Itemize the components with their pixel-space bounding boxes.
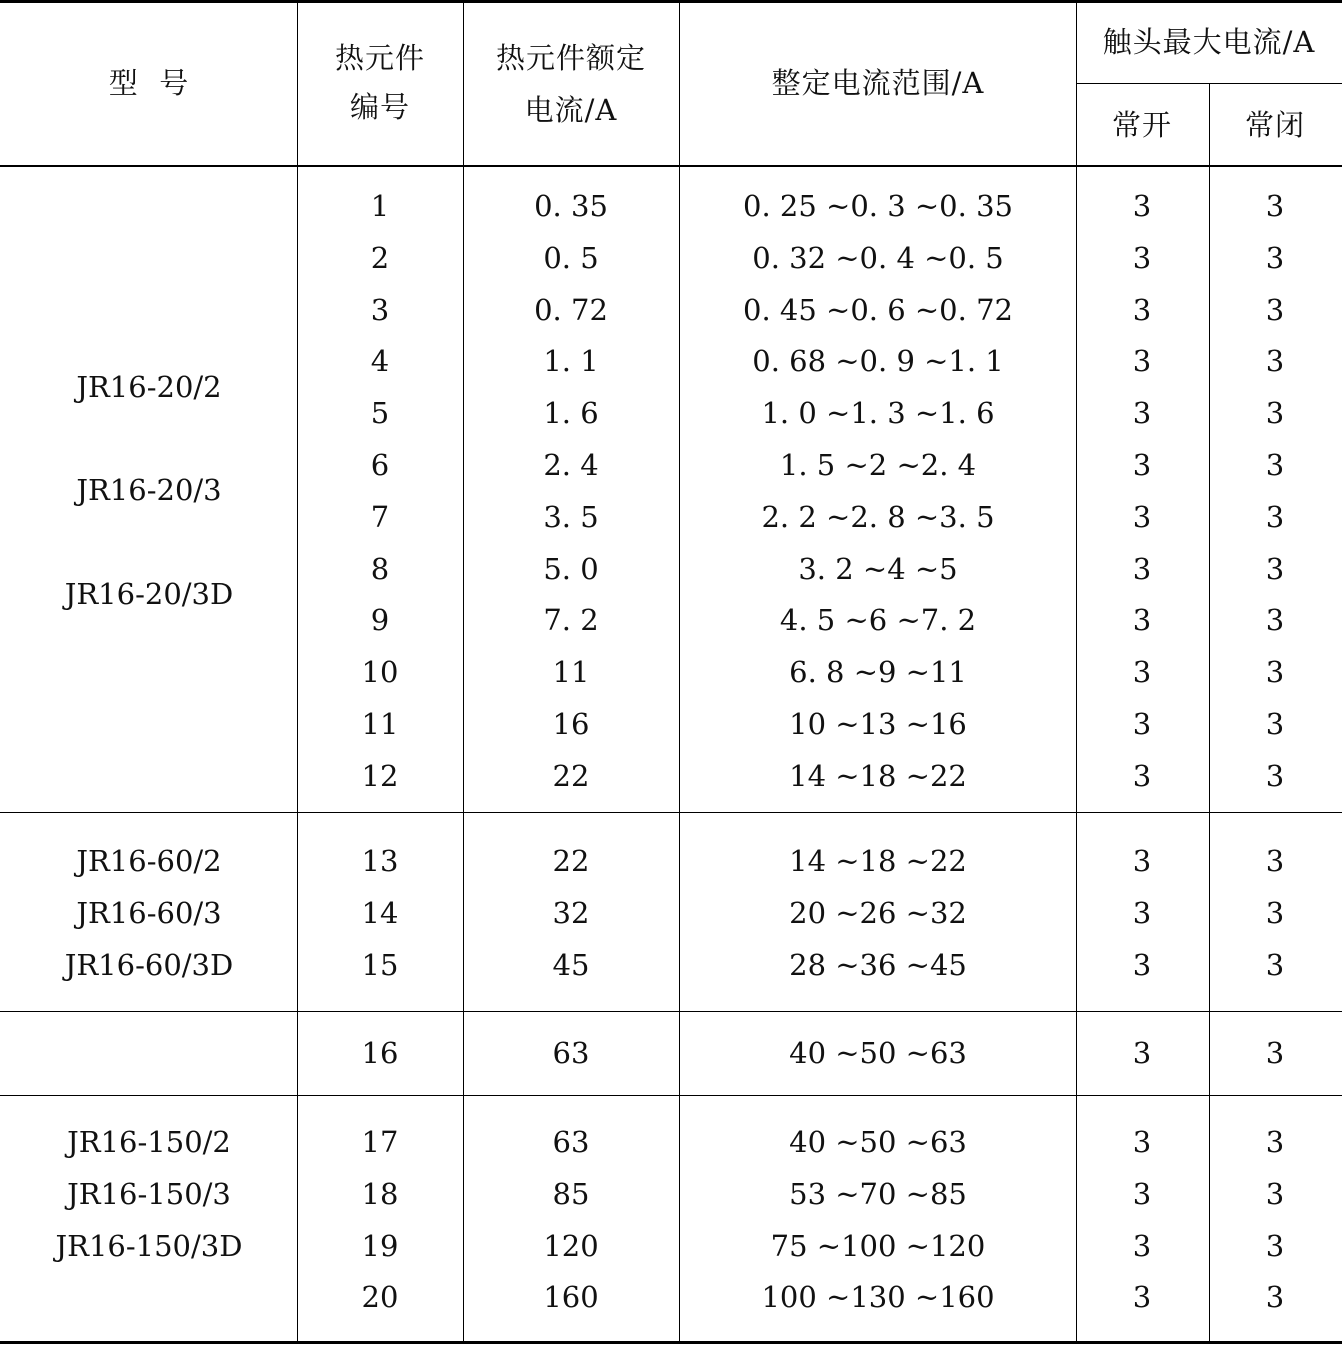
cell-setting-range: 4. 5 ~6 ~7. 2 <box>779 603 977 638</box>
cell-normally-closed: 3 <box>1265 344 1285 379</box>
cell-element-number: 14 <box>361 895 399 930</box>
cell-normally-open: 3 <box>1132 1280 1152 1315</box>
cell-rated-current: 63 <box>552 1036 590 1070</box>
header-model: 型 号 <box>108 66 190 100</box>
model-label: JR16-150/2 <box>67 1125 231 1159</box>
cell-element-number: 12 <box>361 758 399 793</box>
cell-rated-current: 5. 0 <box>543 551 599 586</box>
cell-normally-closed: 3 <box>1265 758 1285 793</box>
cell-normally-open: 3 <box>1132 551 1152 586</box>
cell-element-number: 16 <box>361 1036 399 1070</box>
cell-normally-open: 3 <box>1132 655 1152 690</box>
model-label: JR16-60/2 <box>76 844 222 878</box>
cell-normally-open: 3 <box>1132 758 1152 793</box>
cell-normally-closed: 3 <box>1265 292 1285 327</box>
cell-setting-range: 20 ~26 ~32 <box>789 895 967 930</box>
cell-normally-closed: 3 <box>1265 1125 1285 1159</box>
cell-setting-range: 0. 25 ~0. 3 ~0. 35 <box>743 189 1013 223</box>
cell-normally-open: 3 <box>1132 707 1152 741</box>
cell-setting-range: 2. 2 ~2. 8 ~3. 5 <box>761 499 995 534</box>
cell-rated-current: 22 <box>552 844 590 878</box>
column-rule <box>297 0 298 1344</box>
cell-normally-open: 3 <box>1132 844 1152 878</box>
cell-normally-closed: 3 <box>1265 844 1285 878</box>
cell-normally-closed: 3 <box>1265 1228 1285 1263</box>
cell-rated-current: 2. 4 <box>543 448 599 482</box>
cell-rated-current: 11 <box>552 655 590 690</box>
cell-rated-current: 0. 72 <box>534 292 608 327</box>
header-rated-line2: 电流/A <box>524 93 618 127</box>
cell-element-number: 11 <box>361 707 399 741</box>
cell-rated-current: 0. 5 <box>543 240 599 275</box>
cell-rated-current: 0. 35 <box>534 189 608 223</box>
cell-element-number: 7 <box>370 499 390 534</box>
cell-element-number: 1 <box>370 189 390 223</box>
header-rated-line1: 热元件额定 <box>495 41 647 75</box>
header-bottom-rule <box>0 165 1342 167</box>
cell-normally-open: 3 <box>1132 189 1152 223</box>
cell-normally-closed: 3 <box>1265 448 1285 482</box>
cell-setting-range: 100 ~130 ~160 <box>761 1280 995 1315</box>
cell-normally-open: 3 <box>1132 240 1152 275</box>
column-rule <box>1209 83 1210 1344</box>
cell-setting-range: 1. 0 ~1. 3 ~1. 6 <box>761 396 995 431</box>
header-normally-open: 常开 <box>1111 108 1173 142</box>
cell-normally-open: 3 <box>1132 499 1152 534</box>
cell-normally-open: 3 <box>1132 292 1152 327</box>
cell-element-number: 8 <box>370 551 390 586</box>
cell-normally-open: 3 <box>1132 448 1152 482</box>
cell-normally-closed: 3 <box>1265 499 1285 534</box>
cell-normally-open: 3 <box>1132 396 1152 431</box>
cell-element-number: 15 <box>361 947 399 982</box>
cell-normally-open: 3 <box>1132 1176 1152 1211</box>
cell-normally-open: 3 <box>1132 344 1152 379</box>
cell-setting-range: 40 ~50 ~63 <box>789 1036 967 1070</box>
cell-element-number: 17 <box>361 1125 399 1159</box>
cell-normally-open: 3 <box>1132 603 1152 638</box>
cell-setting-range: 10 ~13 ~16 <box>789 707 967 741</box>
cell-setting-range: 6. 8 ~9 ~11 <box>789 655 967 690</box>
cell-element-number: 6 <box>370 448 390 482</box>
cell-element-number: 3 <box>370 292 390 327</box>
cell-setting-range: 40 ~50 ~63 <box>789 1125 967 1159</box>
cell-normally-open: 3 <box>1132 1228 1152 1263</box>
cell-setting-range: 1. 5 ~2 ~2. 4 <box>779 448 977 482</box>
cell-normally-closed: 3 <box>1265 603 1285 638</box>
header-element-no-line2: 编号 <box>349 90 411 124</box>
cell-rated-current: 3. 5 <box>543 499 599 534</box>
model-label: JR16-150/3 <box>67 1177 231 1211</box>
cell-rated-current: 1. 6 <box>543 396 599 431</box>
model-label: JR16-60/3 <box>76 896 222 930</box>
cell-normally-closed: 3 <box>1265 240 1285 275</box>
cell-element-number: 20 <box>361 1280 399 1315</box>
column-rule <box>463 0 464 1344</box>
cell-setting-range: 14 ~18 ~22 <box>789 844 967 878</box>
cell-element-number: 2 <box>370 240 390 275</box>
cell-normally-closed: 3 <box>1265 1036 1285 1070</box>
cell-setting-range: 28 ~36 ~45 <box>789 947 967 982</box>
cell-element-number: 5 <box>370 396 390 431</box>
table-bottom-rule <box>0 1341 1342 1344</box>
cell-setting-range: 0. 32 ~0. 4 ~0. 5 <box>752 240 1004 275</box>
cell-normally-open: 3 <box>1132 895 1152 930</box>
cell-normally-closed: 3 <box>1265 655 1285 690</box>
cell-rated-current: 22 <box>552 758 590 793</box>
cell-rated-current: 45 <box>552 947 590 982</box>
header-element-no-line1: 热元件 <box>334 41 426 75</box>
cell-element-number: 18 <box>361 1176 399 1211</box>
cell-normally-open: 3 <box>1132 1125 1152 1159</box>
model-label: JR16-20/3 <box>76 473 222 507</box>
model-label: JR16-20/3D <box>64 577 234 611</box>
cell-setting-range: 75 ~100 ~120 <box>770 1228 986 1263</box>
cell-element-number: 10 <box>361 655 399 690</box>
group-separator-1 <box>0 812 1342 813</box>
cell-rated-current: 120 <box>543 1228 599 1263</box>
cell-rated-current: 160 <box>543 1280 599 1315</box>
cell-normally-closed: 3 <box>1265 1176 1285 1211</box>
cell-element-number: 4 <box>370 344 390 379</box>
cell-normally-open: 3 <box>1132 1036 1152 1070</box>
cell-setting-range: 53 ~70 ~85 <box>789 1176 967 1211</box>
cell-normally-open: 3 <box>1132 947 1152 982</box>
model-label: JR16-60/3D <box>64 948 234 982</box>
column-rule <box>1076 0 1077 1344</box>
cell-element-number: 19 <box>361 1228 399 1263</box>
cell-normally-closed: 3 <box>1265 707 1285 741</box>
cell-normally-closed: 3 <box>1265 189 1285 223</box>
cell-rated-current: 32 <box>552 895 590 930</box>
cell-setting-range: 14 ~18 ~22 <box>789 758 967 793</box>
cell-rated-current: 16 <box>552 707 590 741</box>
cell-element-number: 9 <box>370 603 390 638</box>
column-rule <box>679 0 680 1344</box>
cell-rated-current: 85 <box>552 1176 590 1211</box>
cell-setting-range: 0. 45 ~0. 6 ~0. 72 <box>743 292 1013 327</box>
cell-normally-closed: 3 <box>1265 396 1285 431</box>
cell-normally-closed: 3 <box>1265 947 1285 982</box>
header-range: 整定电流范围/A <box>771 66 985 100</box>
cell-setting-range: 3. 2 ~4 ~5 <box>798 551 958 586</box>
cell-setting-range: 0. 68 ~0. 9 ~1. 1 <box>752 344 1004 379</box>
group-separator-2 <box>0 1011 1342 1012</box>
header-contact-max: 触头最大电流/A <box>1102 25 1316 59</box>
cell-normally-closed: 3 <box>1265 895 1285 930</box>
cell-rated-current: 1. 1 <box>543 344 599 379</box>
table-top-rule <box>0 0 1342 3</box>
cell-normally-closed: 3 <box>1265 1280 1285 1315</box>
group-separator-3 <box>0 1095 1342 1096</box>
model-label: JR16-150/3D <box>55 1229 243 1263</box>
cell-element-number: 13 <box>361 844 399 878</box>
cell-rated-current: 7. 2 <box>543 603 599 638</box>
header-normally-closed: 常闭 <box>1244 108 1306 142</box>
cell-normally-closed: 3 <box>1265 551 1285 586</box>
model-label: JR16-20/2 <box>76 370 222 404</box>
cell-rated-current: 63 <box>552 1125 590 1159</box>
